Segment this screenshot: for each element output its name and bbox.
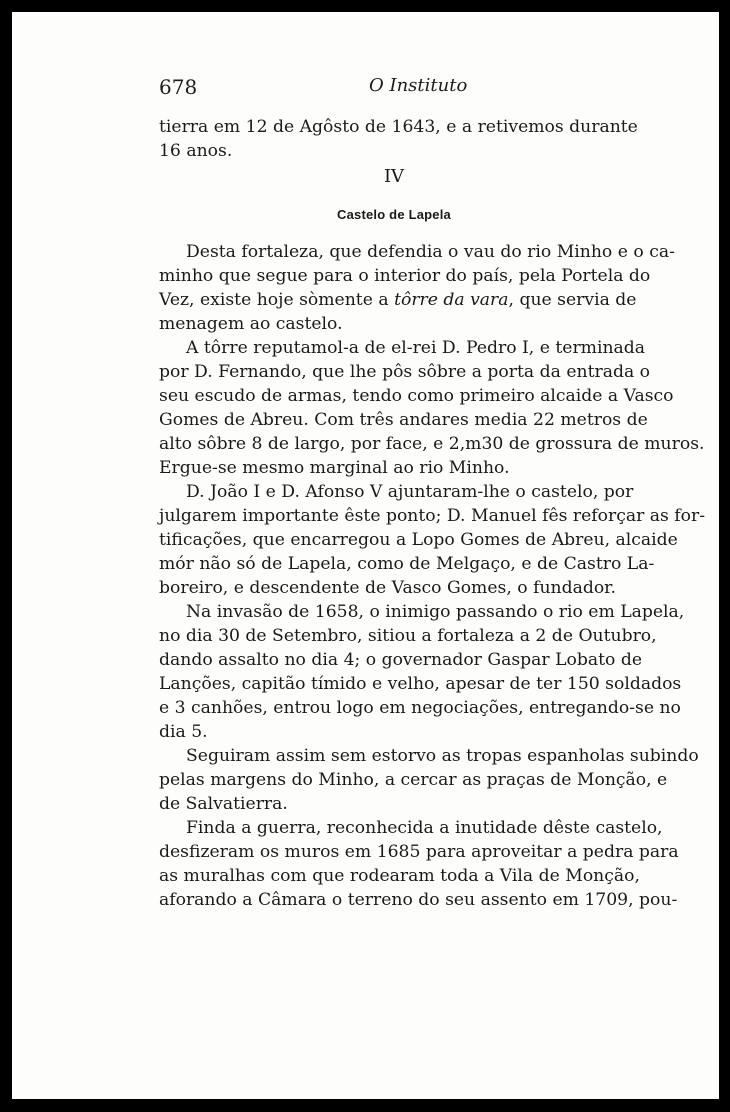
text-line: por D. Fernando, que lhe pôs sôbre a porta da entrada o (159, 362, 651, 382)
text-line (159, 288, 637, 312)
text-line: aforando a Câmara o terreno do seu assento em 1709, pou- (159, 890, 678, 910)
text-fragment: , que servia de (508, 290, 637, 310)
text-line: julgarem importante êste ponto; D. Manuel fês reforçar as for- (159, 506, 706, 526)
italic-phrase: tôrre da vara (394, 290, 509, 310)
text-line: boreiro, e descendente de Vasco Gomes, o fundador. (159, 578, 616, 598)
running-title: O Instituto (369, 75, 468, 96)
text-fragment: Vez, existe hoje sòmente a (159, 290, 395, 310)
text-line: alto sôbre 8 de largo, por face, e 2,m30 de grossura de muros. (159, 434, 705, 454)
text-line: 16 anos. (159, 141, 233, 161)
paragraph (159, 744, 699, 816)
text-line: Lanções, capitão tímido e velho, apesar de ter 150 soldados (159, 674, 682, 694)
page-header (159, 75, 629, 101)
text-line: seu escudo de armas, tendo como primeiro alcaide a Vasco (159, 386, 674, 406)
text-line: minho que segue para o interior do país, pela Portela do (159, 266, 651, 286)
text-line: Na invasão de 1658, o inimigo passando o rio em Lapela, (186, 602, 685, 622)
text-line: Desta fortaleza, que defendia o vau do rio Minho e o ca- (186, 242, 675, 262)
text-line: pelas margens do Minho, a cercar as praças de Monção, e (159, 770, 668, 790)
section-title: Castelo de Lapela (337, 207, 451, 222)
text-line: D. João I e D. Afonso V ajuntaram-lhe o castelo, por (186, 482, 634, 502)
text-line: A tôrre reputamol-a de el-rei D. Pedro I, e terminada (186, 338, 646, 358)
text-line: de Salvatierra. (159, 794, 288, 814)
text-line: mór não só de Lapela, como de Melgaço, e de Castro La- (159, 554, 655, 574)
text-line: no dia 30 de Setembro, sitiou a fortaleza a 2 de Outubro, (159, 626, 657, 646)
text-line: Gomes de Abreu. Com três andares media 22 metros de (159, 410, 648, 430)
text-line: Seguiram assim sem estorvo as tropas espanholas subindo (186, 746, 699, 766)
text-line: as muralhas com que rodearam toda a Vila de Monção, (159, 866, 640, 886)
text-line: dia 5. (159, 722, 208, 742)
text-line: e 3 canhões, entrou logo em negociações, entregando-se no (159, 698, 681, 718)
page-number: 678 (159, 75, 198, 99)
paragraph (159, 816, 679, 912)
paragraph (159, 336, 705, 480)
text-line: dando assalto no dia 4; o governador Gaspar Lobato de (159, 650, 642, 670)
text-line: tierra em 12 de Agôsto de 1643, e a retivemos durante (159, 117, 638, 137)
paragraph (159, 240, 675, 336)
text-line: tificações, que encarregou a Lopo Gomes de Abreu, alcaide (159, 530, 678, 550)
text-line: Ergue-se mesmo marginal ao rio Minho. (159, 458, 510, 478)
body-text (159, 115, 706, 912)
text-line: menagem ao castelo. (159, 314, 343, 334)
paragraph (159, 600, 685, 744)
book-page (12, 12, 719, 1099)
text-line: Finda a guerra, reconhecida a inutidade dêste castelo, (186, 818, 663, 838)
paragraph (159, 480, 706, 600)
text-line: desfizeram os muros em 1685 para aproveitar a pedra para (159, 842, 679, 862)
chapter-number: IV (383, 166, 405, 187)
